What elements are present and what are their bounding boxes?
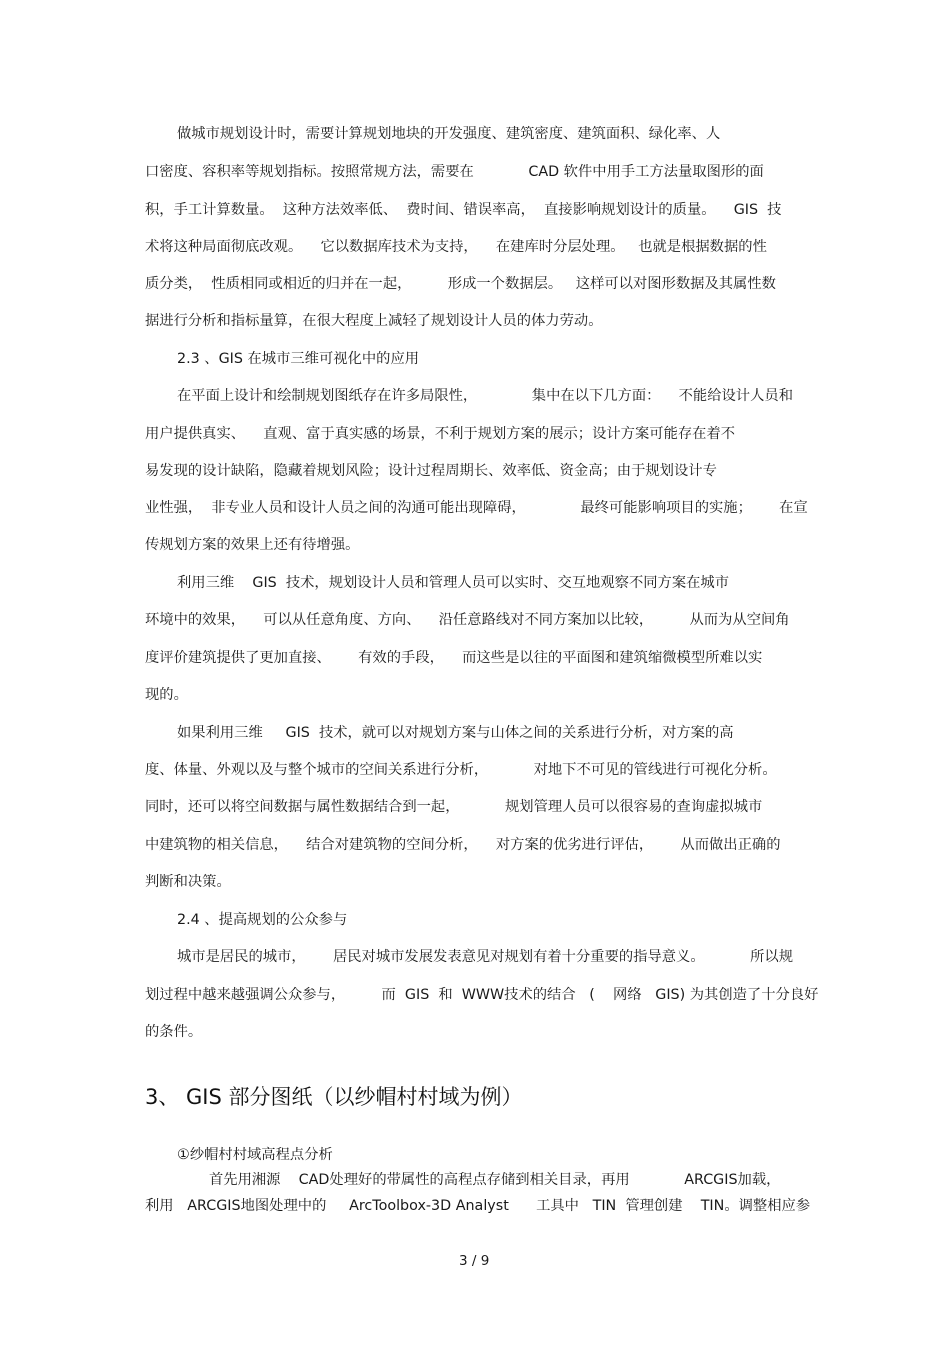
subsection-heading: ①纱帽村村域高程点分析 (177, 1147, 333, 1163)
text-line: 利用 ARCGIS地图处理中的 ArcToolbox-3D Analyst 工具中 TIN 管理创建 TIN。调整相应参 (145, 1198, 811, 1214)
text-line: 如果利用三维 GIS 技术，就可以对规划方案与山体之间的关系进行分析，对方案的高 (177, 725, 734, 741)
text-line: 度、体量、外观以及与整个城市的空间关系进行分析， 对地下不可见的管线进行可视化分析。 (145, 762, 777, 778)
text-line: 利用三维 GIS 技术，规划设计人员和管理人员可以实时、交互地观察不同方案在城市 (177, 575, 730, 591)
text-line: 同时，还可以将空间数据与属性数据结合到一起， 规划管理人员可以很容易的查询虚拟城市 (145, 799, 763, 815)
text-line: 据进行分析和指标量算，在很大程度上减轻了规划设计人员的体力劳动。 (145, 313, 603, 329)
text-line: 的条件。 (145, 1024, 203, 1040)
section-heading-2-3: 2.3 、GIS 在城市三维可视化中的应用 (177, 351, 420, 367)
text-line: 质分类， 性质相同或相近的归并在一起， 形成一个数据层。 这样可以对图形数据及其属性数 (145, 276, 776, 292)
text-line: 中建筑物的相关信息， 结合对建筑物的空间分析， 对方案的优劣进行评估， 从而做出正确的 (145, 837, 781, 853)
text-line: 在平面上设计和绘制规划图纸存在许多局限性， 集中在以下几方面： 不能给设计人员和 (177, 388, 793, 404)
text-line: 术将这种局面彻底改观。 它以数据库技术为支持， 在建库时分层处理。 也就是根据数据的性 (145, 239, 767, 255)
text-line: 传规划方案的效果上还有待增强。 (145, 537, 360, 553)
text-line: 城市是居民的城市， 居民对城市发展发表意见对规划有着十分重要的指导意义。 所以规 (177, 949, 793, 965)
text-line: 做城市规划设计时，需要计算规划地块的开发强度、建筑密度、建筑面积、绿化率、人 (177, 126, 721, 142)
text-line: 口密度、容积率等规划指标。按照常规方法，需要在 CAD 软件中用手工方法量取图形的面 (145, 164, 764, 180)
text-line: 积，手工计算数量。 这种方法效率低、 费时间、错误率高， 直接影响规划设计的质量。 GIS 技 (145, 202, 782, 218)
text-line: 用户提供真实、 直观、富于真实感的场景，不利于规划方案的展示；设计方案可能存在着不 (145, 426, 736, 442)
chapter-heading-3: 3、 GIS 部分图纸（以纱帽村村域为例） (145, 1085, 523, 1109)
text-line: 划过程中越来越强调公众参与， 而 GIS 和 WWW技术的结合 ( 网络 GIS) 为其创造了十分良好 (145, 987, 819, 1003)
page-number: 3 / 9 (459, 1253, 490, 1269)
text-line: 度评价建筑提供了更加直接、 有效的手段， 而这些是以往的平面图和建筑缩微模型所难以实 (145, 650, 763, 666)
text-line: 业性强， 非专业人员和设计人员之间的沟通可能出现障碍， 最终可能影响项目的实施； 在宣 (145, 500, 808, 516)
section-heading-2-4: 2.4 、提高规划的公众参与 (177, 912, 348, 928)
text-line: 易发现的设计缺陷，隐藏着规划风险；设计过程周期长、效率低、资金高；由于规划设计专 (145, 463, 717, 479)
text-line: 首先用湘源 CAD处理好的带属性的高程点存储到相关目录，再用 ARCGIS加载， (209, 1172, 781, 1188)
text-line: 现的。 (145, 687, 188, 703)
text-line: 环境中的效果， 可以从任意角度、方向、 沿任意路线对不同方案加以比较， 从而为从空间角 (145, 612, 790, 628)
text-line: 判断和决策。 (145, 874, 231, 890)
